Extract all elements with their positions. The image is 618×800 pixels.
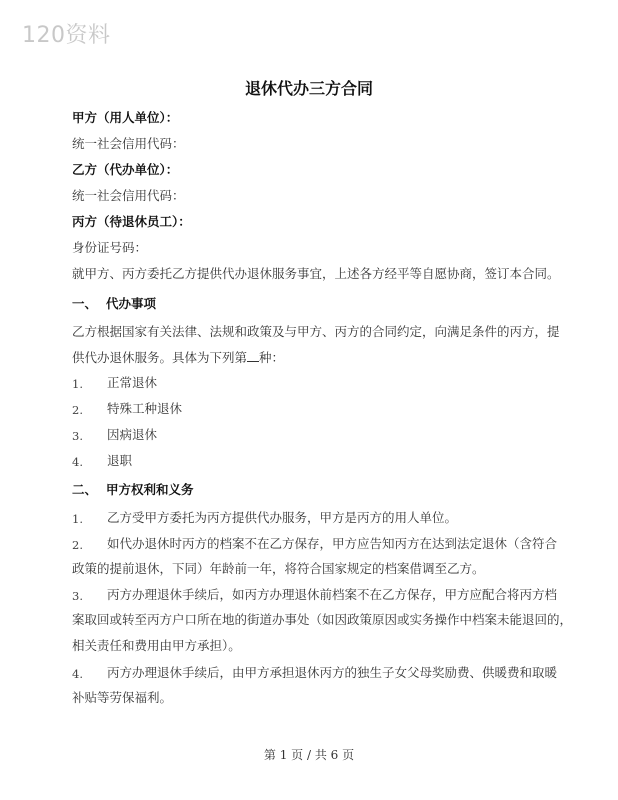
item-number: 4. (72, 455, 83, 469)
clause-line: 案取回或转至丙方户口所在地的街道办事处（如因政策原因或实务操作中档案未能退回的， (72, 612, 573, 627)
party-a-credit-code: 统一社会信用代码： (72, 136, 185, 151)
clause-line: 相关责任和费用由甲方承担）。 (72, 638, 241, 653)
item-number: 2. (72, 403, 83, 417)
item-text: 正常退休 (107, 375, 158, 390)
section-1-heading (72, 296, 156, 312)
clause-line: 乙方受甲方委托为丙方提供代办服务，甲方是丙方的用人单位。 (107, 510, 458, 525)
clause-number: 2. (72, 538, 83, 552)
section-1-para-line-2 (72, 349, 284, 366)
party-b-credit-code: 统一社会信用代码： (72, 188, 185, 203)
section-2-number: 二、 (72, 482, 98, 497)
section-1-para-line-2-a: 供代办退休服务。具体为下列第 (72, 350, 248, 365)
item-text: 特殊工种退休 (107, 401, 183, 416)
clause-number: 1. (72, 512, 83, 526)
clause-number: 4. (72, 667, 83, 681)
item-number: 1. (72, 377, 83, 391)
party-c-label: 丙方（待退休员工）： (72, 214, 191, 229)
section-1-title: 代办事项 (106, 296, 157, 311)
clause-line: 丙方办理退休手续后，如丙方办理退休前档案不在乙方保存，甲方应配合将丙方档 (107, 587, 558, 602)
section-1-para-line-1: 乙方根据国家有关法律、法规和政策及与甲方、丙方的合同约定，向满足条件的丙方，提 (72, 324, 560, 339)
document-title: 退休代办三方合同 (244, 79, 373, 98)
party-a-label: 甲方（用人单位）： (72, 110, 179, 125)
item-number: 3. (72, 429, 83, 443)
item-text: 退职 (107, 453, 133, 468)
section-1-para-line-2-b: 种： (259, 350, 285, 365)
intro-paragraph: 就甲方、丙方委托乙方提供代办退休服务事宜，上述各方经平等自愿协商，签订本合同。 (72, 266, 560, 281)
clause-number: 3. (72, 589, 83, 603)
clause-line: 如代办退休时丙方的档案不在乙方保存，甲方应告知丙方在达到法定退休（含符合 (107, 536, 558, 551)
watermark: 120资料 (22, 23, 111, 48)
blank-underline (247, 349, 259, 362)
clause-line: 政策的提前退休，下同）年龄前一年，将符合国家规定的档案借调至乙方。 (72, 561, 485, 576)
party-b-label: 乙方（代办单位）： (72, 162, 179, 177)
section-2-title: 甲方权利和义务 (106, 482, 194, 497)
item-text: 因病退休 (107, 427, 158, 442)
section-1-number: 一、 (72, 296, 98, 311)
section-2-heading (72, 482, 194, 498)
page-footer: 第 1 页 / 共 6 页 (263, 748, 355, 762)
clause-line: 补贴等劳保福利。 (72, 690, 173, 705)
clause-line: 丙方办理退休手续后，由甲方承担退休丙方的独生子女父母奖励费、供暖费和取暖 (107, 665, 558, 680)
party-c-id-number: 身份证号码： (72, 240, 148, 255)
